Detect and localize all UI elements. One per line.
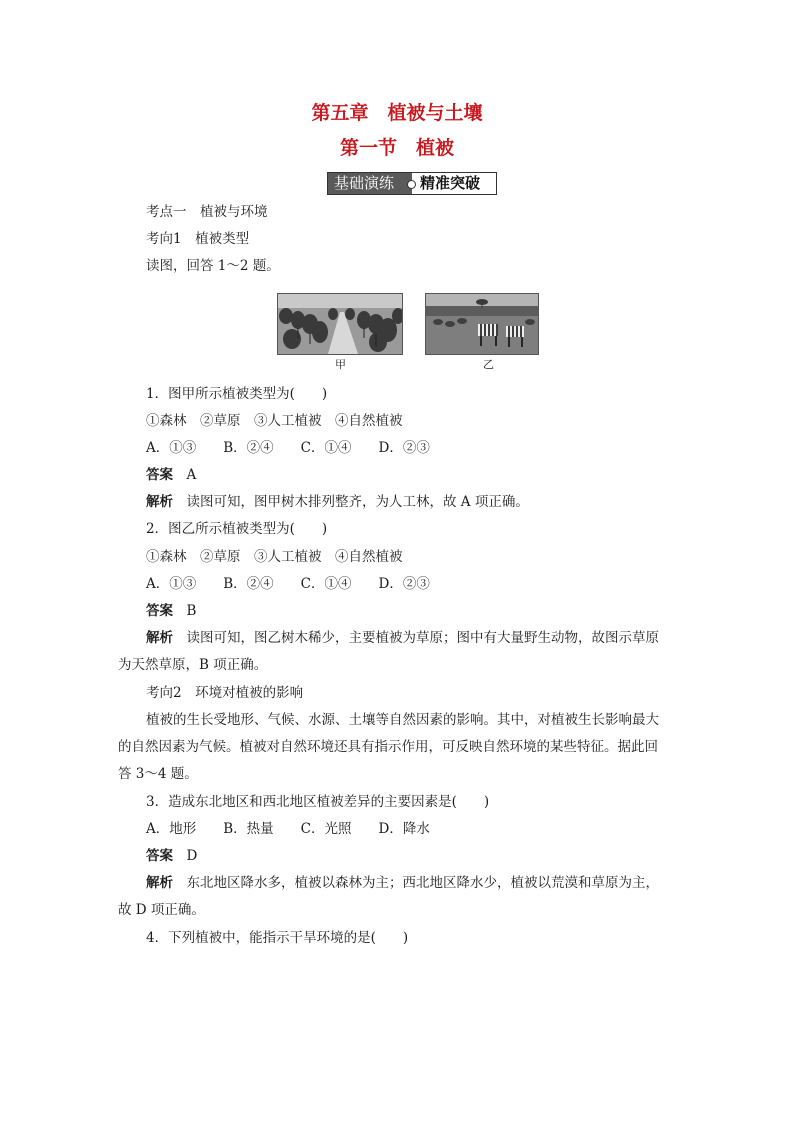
q3-answer-row	[146, 846, 197, 866]
banner-right-label: 精准突破	[412, 173, 480, 194]
q3-answer-label: 答案	[146, 848, 173, 864]
q3-answer: D	[186, 848, 198, 864]
passage-line3: 答 3～4 题。	[118, 766, 198, 782]
zebra-savanna-photo	[425, 293, 539, 355]
q3-choices: A．地形 B．热量 C．光照 D．降水	[146, 821, 430, 837]
q1-choices: A．①③ B．②④ C．①④ D．②③	[146, 440, 430, 456]
banner-left	[328, 173, 412, 194]
q1-analysis-label: 解析	[146, 494, 173, 510]
passage-line2: 的自然因素为气候。植被对自然环境还具有指示作用，可反映自然环境的某些特征。据此回	[118, 739, 658, 755]
q1-analysis: 读图可知，图甲树木排列整齐，为人工林，故 A 项正确。	[186, 494, 529, 510]
q2-analysis-label: 解析	[146, 630, 173, 646]
q2-choices: A．①③ B．②④ C．①④ D．②③	[146, 576, 430, 592]
banner-dot-icon	[407, 180, 416, 189]
q2-analysis-row	[146, 628, 659, 648]
kaoxiang2-heading: 考向2 环境对植被的影响	[146, 685, 304, 701]
q2-answer: B	[186, 603, 197, 619]
practice-banner	[327, 172, 497, 195]
q2-options: ①森林 ②草原 ③人工植被 ④自然植被	[146, 549, 403, 565]
q1-analysis-row	[146, 492, 529, 512]
tree-rows-photo	[277, 293, 403, 355]
banner-left-label: 基础演练	[334, 174, 395, 192]
q2-analysis-line1: 读图可知，图乙树木稀少，主要植被为草原；图中有大量野生动物，故图示草原	[186, 630, 659, 646]
section-title: 第一节 植被	[339, 137, 454, 159]
tree-rows-image	[278, 294, 402, 354]
q3-stem: 3．造成东北地区和西北地区植被差异的主要因素是( )	[146, 794, 490, 810]
q1-answer-row	[146, 465, 196, 485]
photo-jia-caption: 甲	[335, 358, 346, 371]
photo-yi-caption: 乙	[483, 358, 494, 371]
kaodian-heading: 考点一 植被与环境	[146, 204, 268, 220]
q3-analysis-line1: 东北地区降水多，植被以森林为主；西北地区降水少，植被以荒漠和草原为主，	[186, 875, 659, 891]
q2-answer-row	[146, 601, 196, 621]
q2-stem: 2．图乙所示植被类型为( )	[146, 521, 328, 537]
zebra-savanna-image	[426, 294, 538, 354]
chapter-title: 第五章 植被与土壤	[311, 102, 483, 124]
q2-analysis-line2: 为天然草原，B 项正确。	[118, 657, 268, 673]
q4-stem: 4．下列植被中，能指示干旱环境的是( )	[146, 930, 409, 946]
q1-answer: A	[186, 467, 197, 483]
q1-stem: 1．图甲所示植被类型为( )	[146, 386, 328, 402]
q1-options: ①森林 ②草原 ③人工植被 ④自然植被	[146, 413, 403, 429]
passage-line1: 植被的生长受地形、气候、水源、土壤等自然因素的影响。其中，对植被生长影响最大	[146, 712, 659, 728]
q3-analysis-label: 解析	[146, 875, 173, 891]
q1-answer-label: 答案	[146, 467, 173, 483]
q3-analysis-line2: 故 D 项正确。	[118, 902, 205, 918]
q2-answer-label: 答案	[146, 603, 173, 619]
kaoxiang1-heading: 考向1 植被类型	[146, 231, 250, 247]
q3-analysis-row	[146, 873, 659, 893]
intro-text: 读图，回答 1～2 题。	[146, 258, 280, 274]
